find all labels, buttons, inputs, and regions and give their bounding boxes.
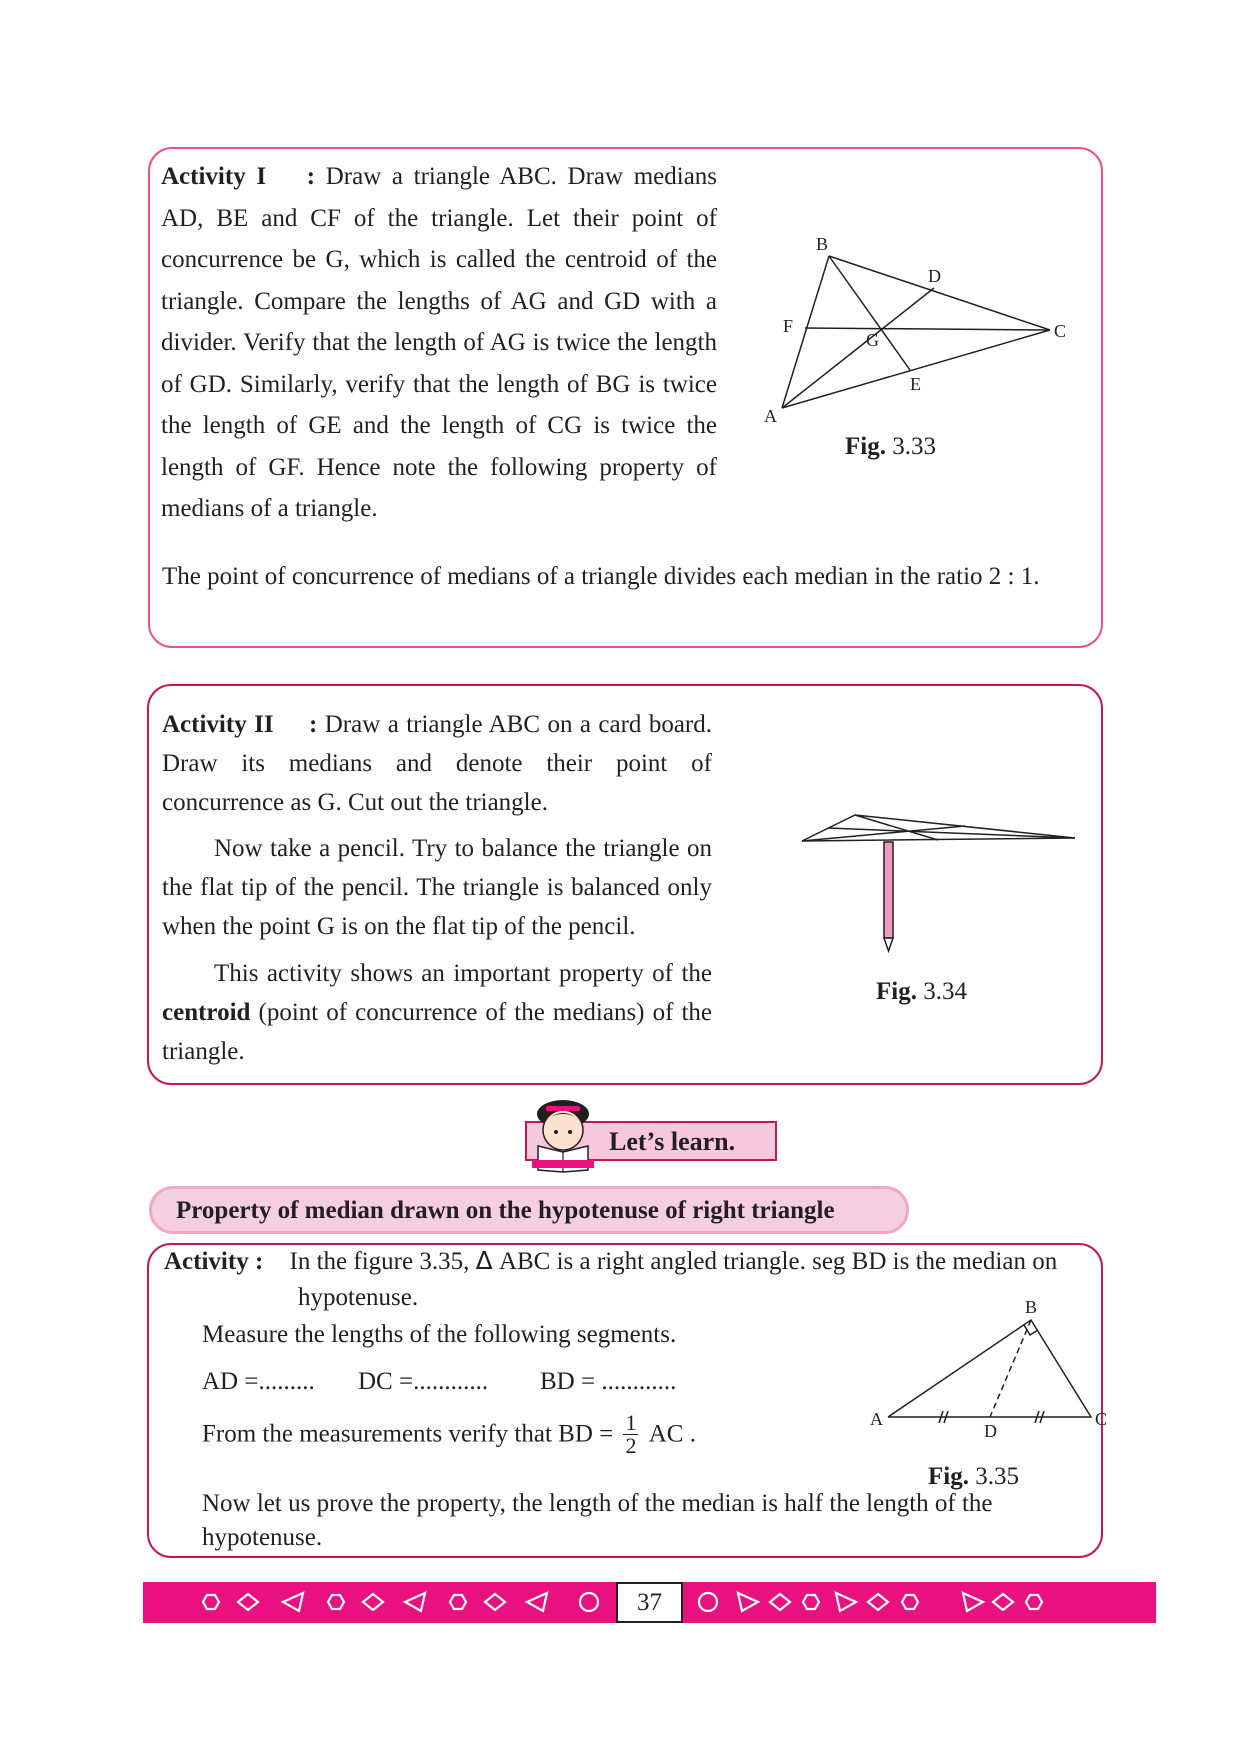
footer-shapes-right bbox=[683, 1582, 1156, 1623]
reading-girl-icon bbox=[530, 1100, 596, 1172]
activity-3-prove-2: hypotenuse. bbox=[202, 1524, 323, 1551]
centroid-term: centroid bbox=[162, 999, 251, 1026]
triangle-left-icon bbox=[283, 1593, 303, 1611]
activity-1-label: Activity I bbox=[161, 163, 267, 190]
fig-number: 3.35 bbox=[975, 1463, 1019, 1490]
hexagon-icon bbox=[902, 1595, 918, 1609]
activity-3-line-1-post: ABC is a right angled triangle. seg BD is the median on bbox=[498, 1248, 1058, 1275]
fraction-denominator: 2 bbox=[625, 1433, 637, 1458]
activity-1-sep: : bbox=[306, 163, 316, 190]
verify-post: AC . bbox=[648, 1420, 696, 1448]
fig-number: 3.34 bbox=[923, 978, 967, 1005]
diamond-icon bbox=[770, 1594, 790, 1610]
activity-1-text bbox=[161, 156, 717, 530]
activity-2-body-3-pre: This activity shows an important property of the bbox=[214, 960, 712, 987]
label-c: C bbox=[1054, 321, 1067, 341]
activity-1-property: The point of concurrence of medians of a triangle divides each median in the ratio 2 : 1. bbox=[162, 563, 1040, 590]
property-heading bbox=[149, 1186, 909, 1234]
hexagon-icon bbox=[328, 1595, 344, 1609]
activity-2-label: Activity II bbox=[162, 711, 274, 738]
label-d: D bbox=[928, 266, 941, 286]
page-number: 37 bbox=[616, 1582, 683, 1623]
property-heading-label: Property of median drawn on the hypotenuse of right triangle bbox=[176, 1197, 835, 1224]
hexagon-icon bbox=[203, 1595, 219, 1609]
median-be bbox=[829, 256, 910, 370]
hexagon-icon bbox=[803, 1595, 819, 1609]
fig-label: Fig. bbox=[845, 433, 886, 460]
triangle-left-icon bbox=[527, 1593, 547, 1611]
label-f: F bbox=[783, 316, 794, 336]
triangle-right-icon bbox=[738, 1593, 758, 1611]
lets-learn-label: Let’s learn. bbox=[609, 1127, 736, 1156]
label-d: D bbox=[984, 1421, 997, 1441]
diamond-icon bbox=[363, 1594, 383, 1610]
activity-3-measure: Measure the lengths of the following segments. bbox=[202, 1321, 677, 1348]
delta-symbol: Δ bbox=[475, 1246, 493, 1275]
hexagon-icon bbox=[450, 1595, 466, 1609]
activity-2-body-3-post: (point of concurrence of the medians) of the triangle. bbox=[162, 999, 713, 1065]
measure-bd: BD = ............ bbox=[540, 1368, 677, 1395]
activity-3-label: Activity : bbox=[164, 1248, 264, 1275]
figure-3-34 bbox=[800, 808, 1080, 958]
triangle-right-icon bbox=[963, 1593, 983, 1611]
fig-label: Fig. bbox=[928, 1463, 969, 1490]
activity-2-sep: : bbox=[309, 711, 318, 738]
pencil-tip bbox=[884, 938, 893, 951]
figure-3-33 bbox=[760, 230, 1067, 430]
page-footer-bar bbox=[143, 1582, 1156, 1623]
figure-3-35-caption bbox=[928, 1463, 1019, 1491]
activity-3-line-2: hypotenuse. bbox=[298, 1284, 419, 1311]
label-b: B bbox=[816, 234, 829, 254]
side-ac bbox=[782, 330, 1050, 408]
label-g: G bbox=[866, 330, 879, 350]
figure-3-35 bbox=[870, 1295, 1130, 1455]
activity-2-text-2: Now take a pencil. Try to balance the triangle on the flat tip of the pencil. The triangle is balanced only when the point G is on the flat tip of the pencil. bbox=[162, 835, 712, 940]
activity-3-line-1-pre: In the figure 3.35, bbox=[289, 1248, 470, 1275]
figure-3-34-caption bbox=[876, 978, 967, 1006]
diamond-icon bbox=[485, 1594, 505, 1610]
label-c: C bbox=[1095, 1409, 1108, 1429]
fraction-one-half bbox=[623, 1412, 638, 1457]
label-b: B bbox=[1025, 1297, 1038, 1317]
activity-1-body: Draw a triangle ABC. Draw medians AD, BE and CF of the triangle. Let their point of concurrence be G, which is called the centroid of the triangle. Compare the lengths of AG and GD with a divider. Verify that the length of AG is twice the length of GD. Similarly, verify that the length of BG is twice the length of GE and the length of CG is twice the length of GF. Hence note the following property of medians of a triangle. bbox=[161, 163, 718, 522]
label-a: A bbox=[870, 1409, 883, 1429]
activity-2-text-3 bbox=[162, 954, 712, 1071]
activity-2-body-1: Draw a triangle ABC on a card board. Draw its medians and denote their point of concurrence as G. Cut out the triangle. bbox=[162, 711, 712, 816]
pencil-body bbox=[884, 842, 893, 938]
circle-icon bbox=[699, 1593, 717, 1611]
verify-pre: From the measurements verify that BD = bbox=[202, 1420, 614, 1448]
median-cf bbox=[805, 328, 1050, 330]
diamond-icon bbox=[993, 1594, 1013, 1610]
triangle-right-icon bbox=[836, 1593, 856, 1611]
fig-number: 3.33 bbox=[892, 433, 936, 460]
label-e: E bbox=[910, 374, 921, 394]
fraction-numerator: 1 bbox=[625, 1410, 637, 1435]
footer-shapes-left bbox=[143, 1582, 603, 1623]
triangle-left-icon bbox=[405, 1593, 425, 1611]
activity-3-verify bbox=[202, 1412, 696, 1457]
activity-3-line-1 bbox=[164, 1246, 1057, 1276]
activity-2-text-1 bbox=[162, 705, 712, 822]
measure-ad: AD =......... bbox=[202, 1368, 315, 1395]
hexagon-icon bbox=[1026, 1595, 1042, 1609]
diamond-icon bbox=[868, 1594, 888, 1610]
measure-dc: DC =............ bbox=[358, 1368, 489, 1395]
activity-3-prove-1: Now let us prove the property, the length of the median is half the length of the bbox=[202, 1490, 993, 1517]
diamond-icon bbox=[238, 1594, 258, 1610]
figure-3-33-caption bbox=[845, 433, 936, 461]
label-a: A bbox=[764, 406, 777, 426]
fig-label: Fig. bbox=[876, 978, 917, 1005]
triangle-abc bbox=[888, 1320, 1091, 1417]
circle-icon bbox=[580, 1593, 598, 1611]
